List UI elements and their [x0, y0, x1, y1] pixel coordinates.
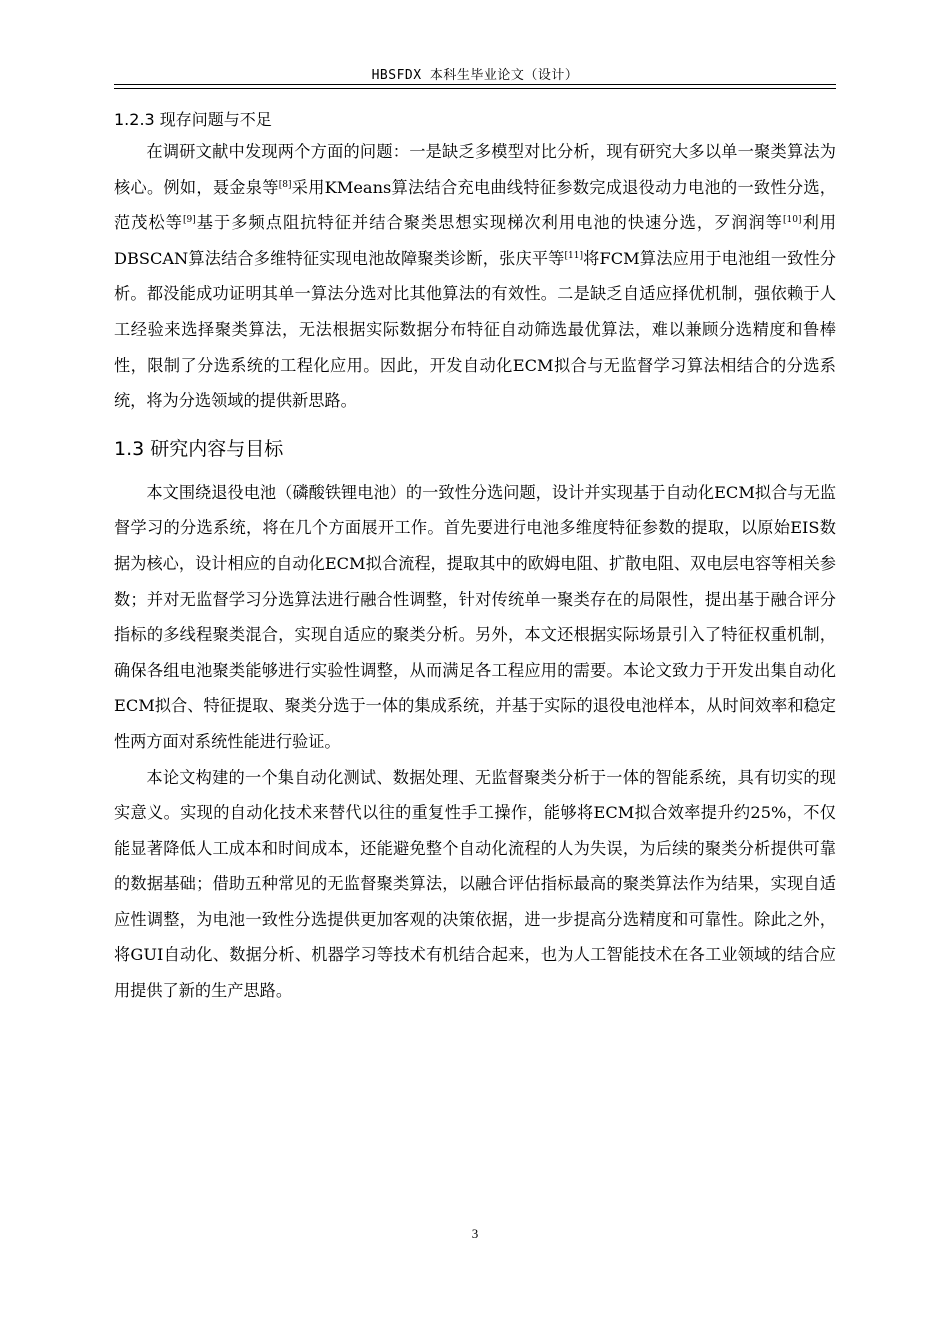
- citation-ref: [9]: [182, 215, 196, 226]
- running-header: HBSFDX 本科生毕业论文（设计）: [371, 68, 579, 83]
- section-heading: 1.3 研究内容与目标: [114, 437, 284, 460]
- citation-ref: [10]: [783, 215, 802, 226]
- paragraph-significance: 本论文构建的一个集自动化测试、数据处理、无监督聚类分析于一体的智能系统，具有切实的现实意义。实现的自动化技术来替代以往的重复性手工操作，能够将ECM拟合效率提升约25%，不仅能显著降低人工成本和时间成本，还能避免整个自动化流程的人为失误，为后续的聚类分析提供可靠的数据基础；借助五种常见的无监督聚类算法，以融合评估指标最高的聚类算法作为结果，实现自适应性调整，为电池一致性分选提供更加客观的决策依据，进一步提高分选精度和可靠性。除此之外，将GUI自动化、数据分析、机器学习等技术有机结合起来，也为人工智能技术在各工业领域的结合应用提供了新的生产思路。: [114, 767, 836, 1001]
- paragraph-research-content: 本文围绕退役电池（磷酸铁锂电池）的一致性分选问题，设计并实现基于自动化ECM拟合与无监督学习的分选系统，将在几个方面展开工作。首先要进行电池多维度特征参数的提取，以原始EIS数据为核心，设计相应的自动化ECM拟合流程，提取其中的欧姆电阻、扩散电阻、双电层电容等相关参数；并对无监督学习分选算法进行融合性调整，针对传统单一聚类存在的局限性，提出基于融合评分指标的多线程聚类混合，实现自适应的聚类分析。另外，本文还根据实际场景引入了特征权重机制，确保各组电池聚类能够进行实验性调整，从而满足各工程应用的需要。本论文致力于开发出集自动化ECM拟合、特征提取、聚类分选于一体的集成系统，并基于实际的退役电池样本，从时间效率和稳定性两方面对系统性能进行验证。: [114, 482, 836, 751]
- header-rule: [114, 84, 836, 85]
- header-rule-thin: [114, 88, 836, 89]
- paragraph-existing-problems: [114, 134, 836, 419]
- subsection-heading: 1.2.3 现存问题与不足: [114, 110, 272, 129]
- text-run: 将FCM算法应用于电池组一致性分析。都没能成功证明其单一算法分选对比其他算法的有效性。二是缺乏自适应择优机制，强依赖于人工经验来选择聚类算法，无法根据实际数据分布特征自动筛选最优算法，难以兼顾分选精度和鲁棒性，限制了分选系统的工程化应用。因此，开发自动化ECM拟合与无监督学习算法相结合的分选系统，将为分选领域的提供新思路。: [114, 248, 836, 411]
- page-number: 3: [471, 1226, 479, 1241]
- page-body: [114, 100, 836, 1009]
- citation-ref: [11]: [564, 250, 584, 261]
- text-run: 利用DBSCAN算法结合多维特征实现电池故障聚类诊断，张庆平等: [114, 213, 837, 268]
- citation-ref: [8]: [278, 179, 292, 190]
- text-run: 基于多频点阻抗特征并结合聚类思想实现梯次利用电池的快速分选，歹润润等: [195, 213, 784, 233]
- text-run: 采用KMeans算法结合充电曲线特征参数完成退役动力电池的一致性分选，范茂松等: [114, 177, 836, 233]
- text-run: 在调研文献中发现两个方面的问题：一是缺乏多模型对比分析，现有研究大多以单一聚类算法为核心。例如，聂金泉等: [114, 142, 836, 197]
